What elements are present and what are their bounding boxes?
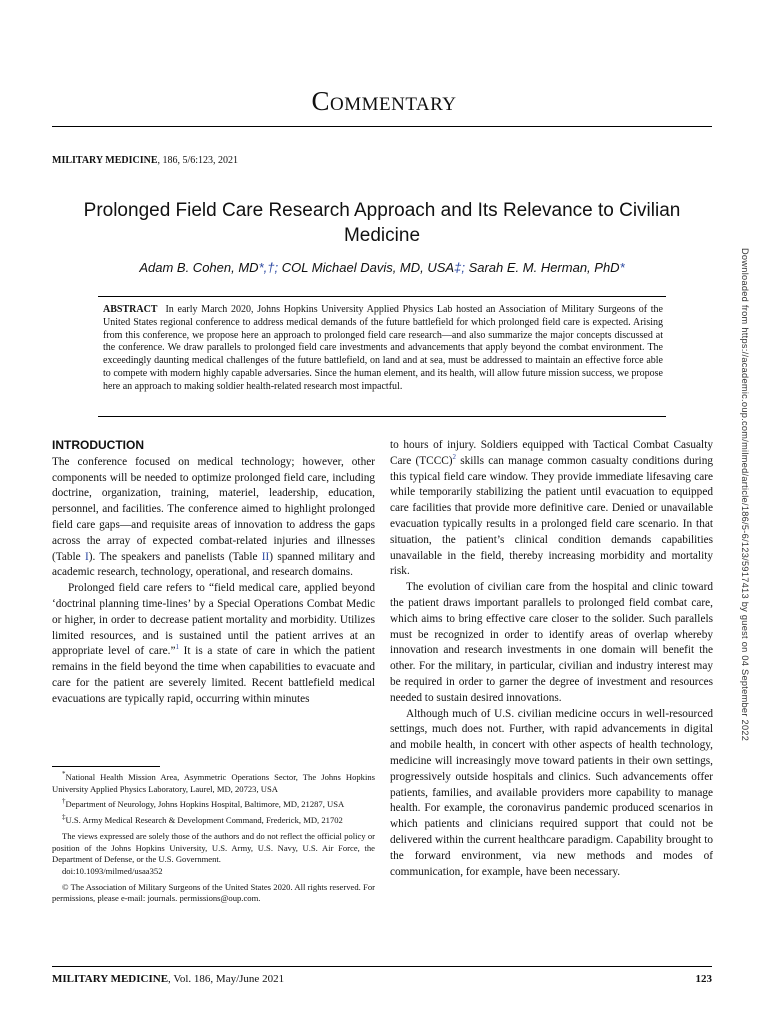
abstract-top-rule xyxy=(98,296,666,297)
right-column xyxy=(390,438,713,880)
top-rule xyxy=(52,126,712,127)
section-heading: Commentary xyxy=(311,86,457,116)
footnote: †Department of Neurology, Johns Hopkins Hospital, Baltimore, MD, 21287, USA xyxy=(62,797,345,810)
author-list xyxy=(52,260,712,275)
author-name: Sarah E. M. Herman, PhD xyxy=(464,260,620,275)
abstract-text: In early March 2020, Johns Hopkins University Applied Physics Lab hosted an Association of Military Surgeons of the United States regional conference to address medical demands of the future battlefield for which prolonged field care is expected. Arising from this conference, we propose here an approach to prolonged field care research—and also summarize the major concepts discussed at the conference. We draw parallels to prolonged field care investments and advancements that apply beyond the combat environment. The exceedingly daunting medical challenges of the future battlefield, on land and at sea, must be addressed to maintain an effective force able to compete with modern highly capable adversaries. Since the human element, and its health, will allow future mission success, we propose here an approach to making soldier health-related research most impactful. xyxy=(103,304,663,392)
table-link[interactable]: II xyxy=(261,550,270,563)
copyright: © The Association of Military Surgeons of the United States 2020. All rights reserved. For permissions, please e-mail: journals. permissions@oup.com. xyxy=(52,881,375,904)
download-note: Downloaded from https://academic.oup.com/milmed/article/186/5-6/123/5917413 by guest on 04 September 2022 xyxy=(740,248,750,742)
download-watermark xyxy=(736,248,756,808)
left-column xyxy=(52,438,375,708)
author-affiliation-marks[interactable]: *,†; xyxy=(258,260,279,275)
abstract xyxy=(103,304,663,394)
paragraph: to hours of injury. Soldiers equipped with Tactical Combat Casualty Care (TCCC)$^2$ skills can manage common casualty conditions during this typical field care window. They provide immediate lifesaving care while temporarily stabilizing the patient until evacuation to equipped care facilities that provide more definitive care. Denied or unavailable evacuation typically results in a prolonged field care scenario. In that situation, the patient’s clinical condition demands capabilities unavailable in the field, thereby increasing morbidity and mortality risk. xyxy=(390,439,713,578)
journal-citation-line xyxy=(52,155,238,166)
footer-journal: MILITARY MEDICINE, Vol. 186, May/June 2021 xyxy=(52,973,285,985)
reference-link[interactable]: 2 xyxy=(452,453,457,462)
page-number: 123 xyxy=(695,973,712,985)
footnote: *National Health Mission Area, Asymmetric Operations Sector, The Johns Hopkins University Applied Physics Laboratory, Laurel, MD, 20723, USA xyxy=(52,770,375,794)
journal-name: MILITARY MEDICINE xyxy=(52,155,158,166)
disclaimer: The views expressed are solely those of the authors and do not reflect the official policy or position of the Johns Hopkins University, U.S. Army, U.S. Navy, U.S. Air Force, the Department of Defense, or the U.S. Government. xyxy=(52,830,375,865)
author-name: COL Michael Davis, MD, USA xyxy=(278,260,455,275)
abstract-bottom-rule xyxy=(98,416,666,417)
paragraph: Although much of U.S. civilian medicine occurs in well-resourced settings, much does not. Further, with rapid advancements in digital and mobile health, in concert with other aspects of health technology, medicine will increasingly move toward patients in their own settings, progressively outside hospitals and clinics. Such advancements offer patients, families, and available providers more capability to manage health. For example, the coronavirus pandemic produced scenarios in which patients and clinicians required support that could not be delivered within the current healthcare paradigm. Capability brought to the forward environment, via new methods and modes of communication, for example, have been necessary. xyxy=(390,707,713,878)
table-link[interactable]: I xyxy=(84,550,89,563)
paragraph: The evolution of civilian care from the hospital and clinic toward the patient draws important parallels to prolonged field combat care, which aims to bring effective care closer to the solider. Such parallels must be recognized in order to identify areas of overlap whereby innovation and research investments in one domain will benefit the other. For the military, in particular, civilian and industry interest may be required in order to garner the degree of investment and resources needed to sustain desired innovations. xyxy=(390,581,713,704)
author-name: Adam B. Cohen, MD xyxy=(139,260,259,275)
paragraph: The conference focused on medical technology; however, other components will be needed to optimize prolonged field care, including doctrine, organization, training, materiel, leadership, education, personnel, and facilities. The conference aimed to highlight prolonged field care gaps—and requisite areas of innovation to address the gaps across the array of expected combat-related injuries and illnesses (Table I). The speakers and panelists (Table II) spanned military and academic research, technology, operational, and research domains. xyxy=(52,455,375,579)
bottom-rule xyxy=(52,966,712,967)
doi: doi:10.1093/milmed/usaa352 xyxy=(62,865,163,876)
introduction-heading: INTRODUCTION xyxy=(52,438,144,452)
footnote: ‡U.S. Army Medical Research & Development Command, Frederick, MD, 21702 xyxy=(62,813,343,826)
author-affiliation-marks[interactable]: * xyxy=(619,260,625,275)
abstract-label: ABSTRACT xyxy=(103,304,158,315)
footnote-rule xyxy=(52,766,160,767)
footnotes xyxy=(52,772,375,905)
paragraph: Prolonged field care refers to “field medical care, applied beyond ‘doctrinal planning time-lines’ by a Special Operations Combat Medic or higher, in order to decrease patient mortality and morbidity. Utilizes limited resources, and is sustained until the patient arrives at an appropriate level of care.”$^1$ It is a state of care in which the patient remains in the field beyond the time when capabilities to evacuate and care for the patient are severely limited. Recent battlefield medical evacuations are typically rapid, occurring within minutes xyxy=(52,582,375,705)
article-title: Prolonged Field Care Research Approach and Its Relevance to Civilian Medicine xyxy=(83,200,681,246)
reference-link[interactable]: 1 xyxy=(175,643,179,652)
journal-citation: , 186, 5/6:123, 2021 xyxy=(157,155,239,166)
author-affiliation-marks[interactable]: ‡; xyxy=(454,260,465,275)
